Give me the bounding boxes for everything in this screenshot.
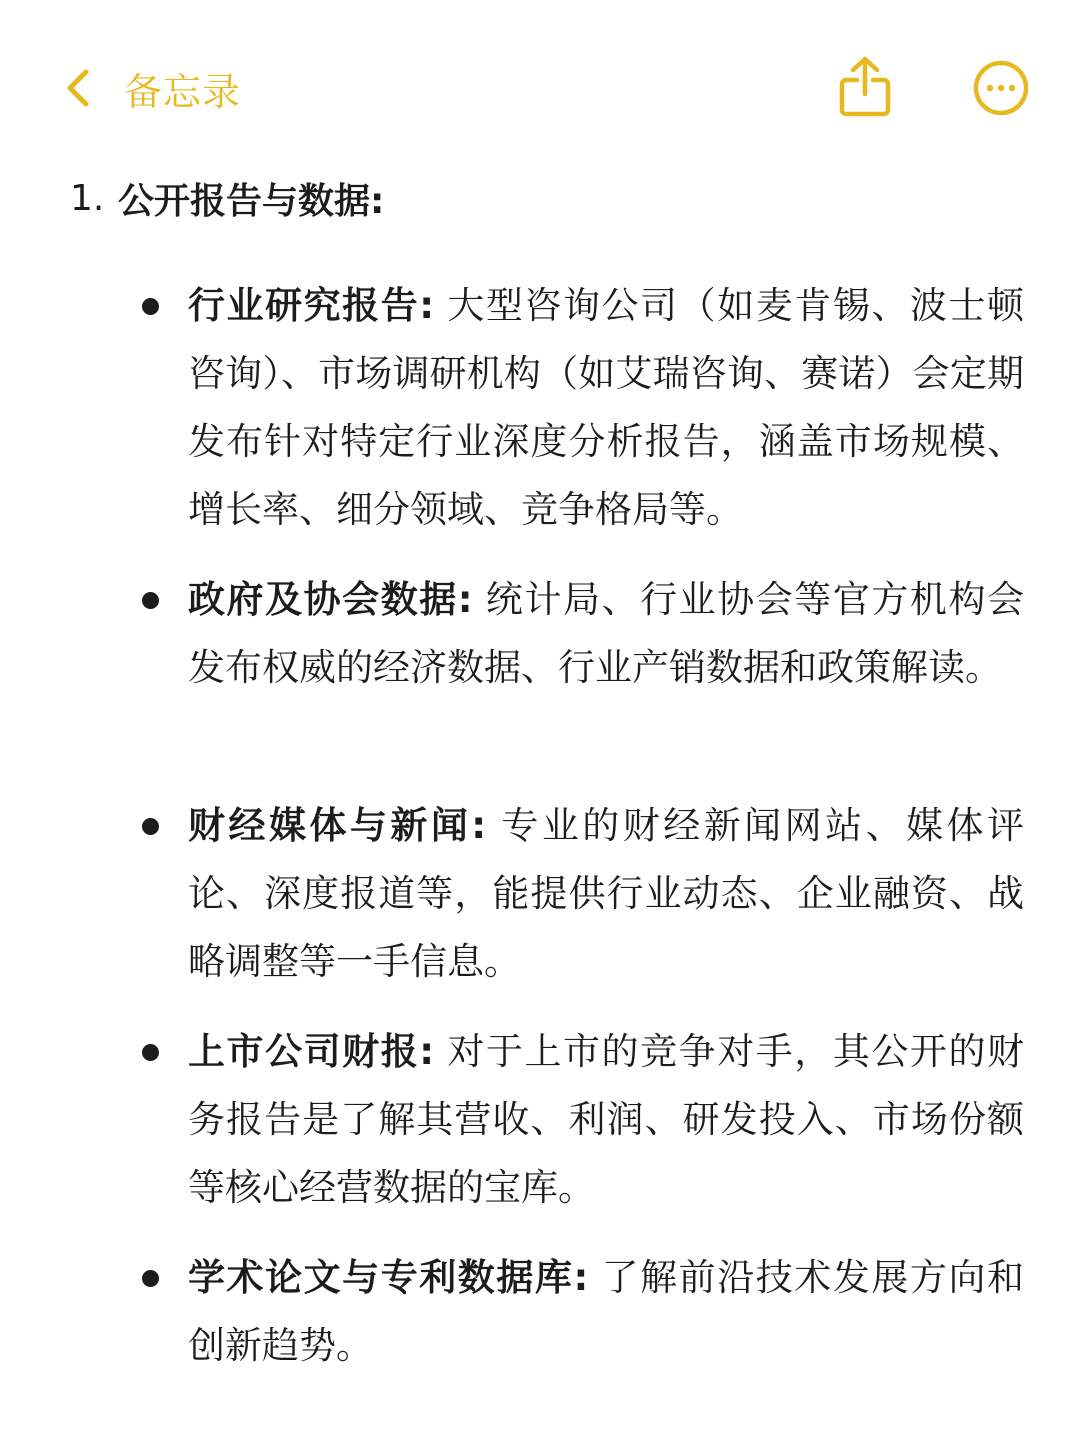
bullet-icon [142, 1044, 159, 1061]
list-item-body: 了解前沿技术发展方向和创新趋势。 [188, 1256, 1025, 1367]
share-button[interactable] [838, 56, 892, 118]
section-title: 公开报告与数据: [118, 180, 385, 222]
list-item-text [188, 1018, 1024, 1222]
list-item-body: 专业的财经新闻网站、媒体评论、深度报道等，能提供行业动态、企业融资、战略调整等一手信息。 [188, 804, 1025, 983]
chevron-left-icon [62, 68, 96, 108]
bullet-icon [142, 592, 159, 609]
list-item-lead: 上市公司财报: [188, 1030, 435, 1073]
section-heading [70, 170, 384, 226]
back-label: 备忘录 [124, 69, 242, 114]
ellipsis-circle-icon [972, 59, 1030, 117]
list-item-body: 统计局、行业协会等官方机构会发布权威的经济数据、行业产销数据和政策解读。 [188, 578, 1024, 689]
list-number: 1. [70, 177, 105, 219]
list-item-text [188, 792, 1024, 996]
more-button[interactable] [972, 59, 1030, 117]
list-item-lead: 学术论文与专利数据库: [188, 1256, 589, 1299]
bullet-icon [142, 818, 159, 835]
list-item-text [188, 566, 1024, 702]
back-button[interactable] [62, 58, 241, 118]
navigation-bar [0, 0, 1080, 150]
bullet-icon [142, 1270, 159, 1287]
list-item-lead: 财经媒体与新闻: [188, 804, 487, 847]
list-item-body: 对于上市的竞争对手，其公开的财务报告是了解其营收、利润、研发投入、市场份额等核心经营数据的宝库。 [188, 1030, 1025, 1209]
bullet-icon [142, 298, 159, 315]
list-item-lead: 行业研究报告: [188, 284, 435, 327]
list-item-body: 大型咨询公司（如麦肯锡、波士顿咨询）、市场调研机构（如艾瑞咨询、赛诺）会定期发布针对特定行业深度分析报告，涵盖市场规模、增长率、细分领域、竞争格局等。 [188, 284, 1025, 531]
list-item-text [188, 272, 1024, 544]
share-icon [838, 56, 892, 118]
list-item-text [188, 1244, 1024, 1380]
list-item-lead: 政府及协会数据: [188, 578, 473, 621]
